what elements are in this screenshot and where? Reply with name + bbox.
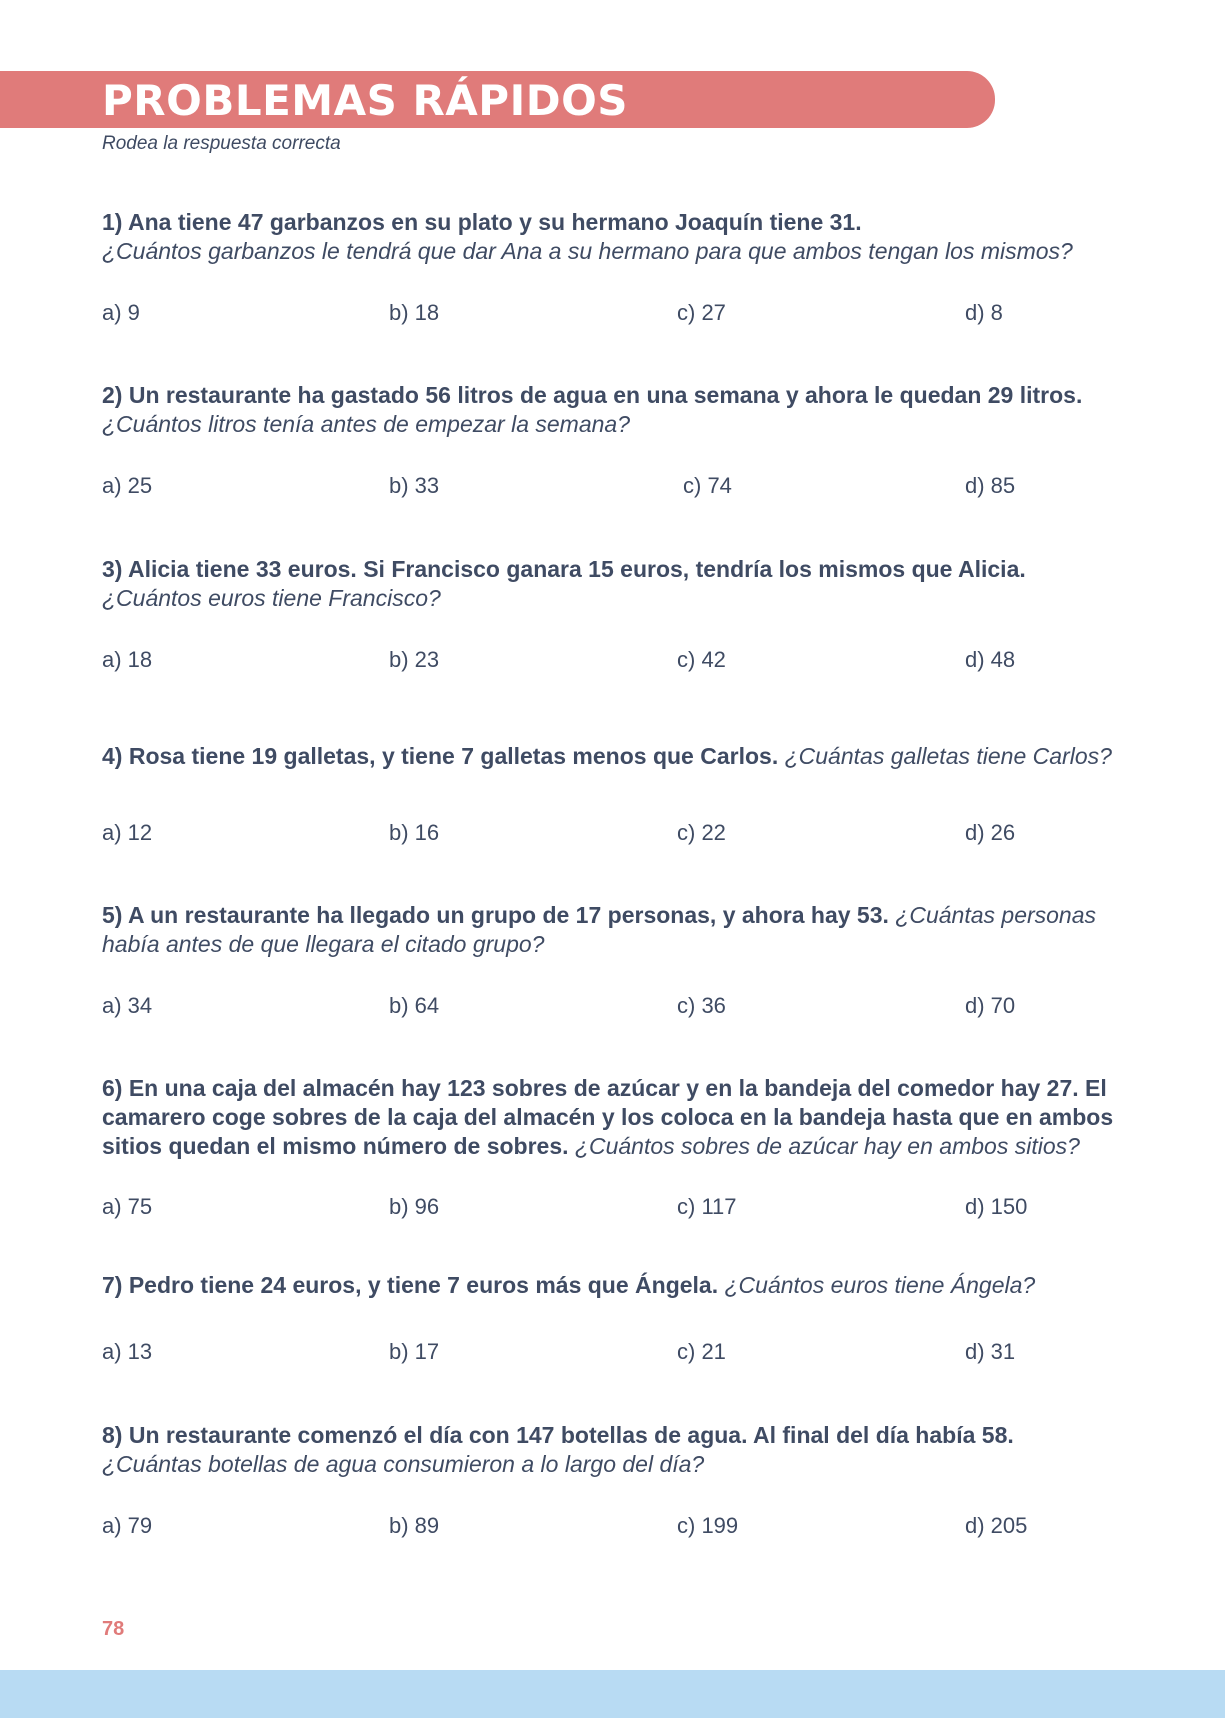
- answer-options: [102, 1194, 1122, 1222]
- problem-text: [102, 555, 1122, 613]
- option-c[interactable]: c) 199: [677, 1513, 739, 1538]
- option-b[interactable]: b) 17: [389, 1339, 440, 1364]
- option-d[interactable]: d) 205: [965, 1513, 1028, 1538]
- option-a[interactable]: a) 13: [102, 1339, 153, 1364]
- problem-question: ¿Cuántas personas había antes de que llegara el citado grupo?: [102, 902, 1097, 957]
- problem-question: ¿Cuántos euros tiene Francisco?: [102, 585, 441, 611]
- problem-4: [102, 742, 1122, 845]
- problem-statement: 3) Alicia tiene 33 euros. Si Francisco ganara 15 euros, tendría los mismos que Alicia.: [102, 556, 1026, 582]
- answer-options: [102, 820, 1122, 848]
- option-a[interactable]: a) 75: [102, 1194, 153, 1219]
- option-a[interactable]: a) 25: [102, 473, 153, 498]
- problem-text: [102, 208, 1122, 266]
- option-a[interactable]: a) 9: [102, 300, 140, 325]
- problem-question: ¿Cuántos euros tiene Ángela?: [724, 1272, 1036, 1298]
- option-a[interactable]: a) 18: [102, 647, 153, 672]
- option-c[interactable]: c) 22: [677, 820, 726, 845]
- problem-7: [102, 1271, 1122, 1364]
- footer-band: [0, 1670, 1225, 1718]
- option-b[interactable]: b) 64: [389, 993, 440, 1018]
- instruction-text: Rodea la respuesta correcta: [102, 133, 341, 154]
- option-b[interactable]: b) 96: [389, 1194, 440, 1219]
- option-c[interactable]: c) 42: [677, 647, 726, 672]
- problem-text: [102, 901, 1122, 959]
- answer-options: [102, 993, 1122, 1021]
- problem-text: [102, 1074, 1122, 1161]
- option-d[interactable]: d) 70: [965, 993, 1016, 1018]
- option-c[interactable]: c) 27: [677, 300, 726, 325]
- option-a[interactable]: a) 79: [102, 1513, 153, 1538]
- problem-2: [102, 381, 1122, 498]
- option-b[interactable]: b) 16: [389, 820, 440, 845]
- option-c[interactable]: c) 21: [677, 1339, 726, 1364]
- option-d[interactable]: d) 85: [965, 473, 1016, 498]
- answer-options: [102, 300, 1122, 328]
- problem-3: [102, 555, 1122, 672]
- problem-statement: 7) Pedro tiene 24 euros, y tiene 7 euros más que Ángela.: [102, 1272, 719, 1298]
- answer-options: [102, 647, 1122, 675]
- problem-8: [102, 1421, 1122, 1538]
- option-c[interactable]: c) 117: [677, 1194, 737, 1219]
- problem-6: [102, 1074, 1122, 1219]
- option-d[interactable]: d) 150: [965, 1194, 1028, 1219]
- problem-text: [102, 742, 1122, 771]
- option-d[interactable]: d) 26: [965, 820, 1016, 845]
- problem-statement: 8) Un restaurante comenzó el día con 147 botellas de agua. Al final del día había 58.: [102, 1422, 1014, 1448]
- option-b[interactable]: b) 89: [389, 1513, 440, 1538]
- problem-statement: 5) A un restaurante ha llegado un grupo de 17 personas, y ahora hay 53.: [102, 902, 889, 928]
- problem-question: ¿Cuántos litros tenía antes de empezar la semana?: [102, 411, 631, 437]
- page-number: 78: [102, 1618, 125, 1640]
- problem-question: ¿Cuántos garbanzos le tendrá que dar Ana a su hermano para que ambos tengan los mismos?: [102, 238, 1073, 264]
- option-b[interactable]: b) 23: [389, 647, 440, 672]
- problem-1: [102, 208, 1122, 325]
- option-b[interactable]: b) 18: [389, 300, 440, 325]
- option-a[interactable]: a) 12: [102, 820, 153, 845]
- option-c[interactable]: c) 74: [683, 473, 732, 498]
- problem-text: [102, 381, 1122, 439]
- problem-question: ¿Cuántas botellas de agua consumieron a lo largo del día?: [102, 1451, 705, 1477]
- option-c[interactable]: c) 36: [677, 993, 726, 1018]
- problem-question: ¿Cuántos sobres de azúcar hay en ambos sitios?: [574, 1133, 1080, 1159]
- problem-question: ¿Cuántas galletas tiene Carlos?: [784, 743, 1112, 769]
- answer-options: [102, 1339, 1122, 1367]
- option-a[interactable]: a) 34: [102, 993, 153, 1018]
- problem-text: [102, 1421, 1122, 1479]
- option-b[interactable]: b) 33: [389, 473, 440, 498]
- problem-5: [102, 901, 1122, 1018]
- option-d[interactable]: d) 31: [965, 1339, 1016, 1364]
- problem-statement: 6) En una caja del almacén hay 123 sobres de azúcar y en la bandeja del comedor hay 27. El camarero coge sobres de la caja del almacén y los coloca en la bandeja hasta que en ambos sitios quedan el mismo número de sobres.: [102, 1075, 1114, 1159]
- problem-statement: 4) Rosa tiene 19 galletas, y tiene 7 galletas menos que Carlos.: [102, 743, 779, 769]
- page-title: PROBLEMAS RÁPIDOS: [102, 76, 629, 125]
- option-d[interactable]: d) 48: [965, 647, 1016, 672]
- problem-statement: 1) Ana tiene 47 garbanzos en su plato y su hermano Joaquín tiene 31.: [102, 209, 862, 235]
- problem-text: [102, 1271, 1122, 1300]
- answer-options: [102, 1513, 1122, 1541]
- answer-options: [102, 473, 1122, 501]
- option-d[interactable]: d) 8: [965, 300, 1003, 325]
- problem-statement: 2) Un restaurante ha gastado 56 litros de agua en una semana y ahora le quedan 29 litros.: [102, 382, 1083, 408]
